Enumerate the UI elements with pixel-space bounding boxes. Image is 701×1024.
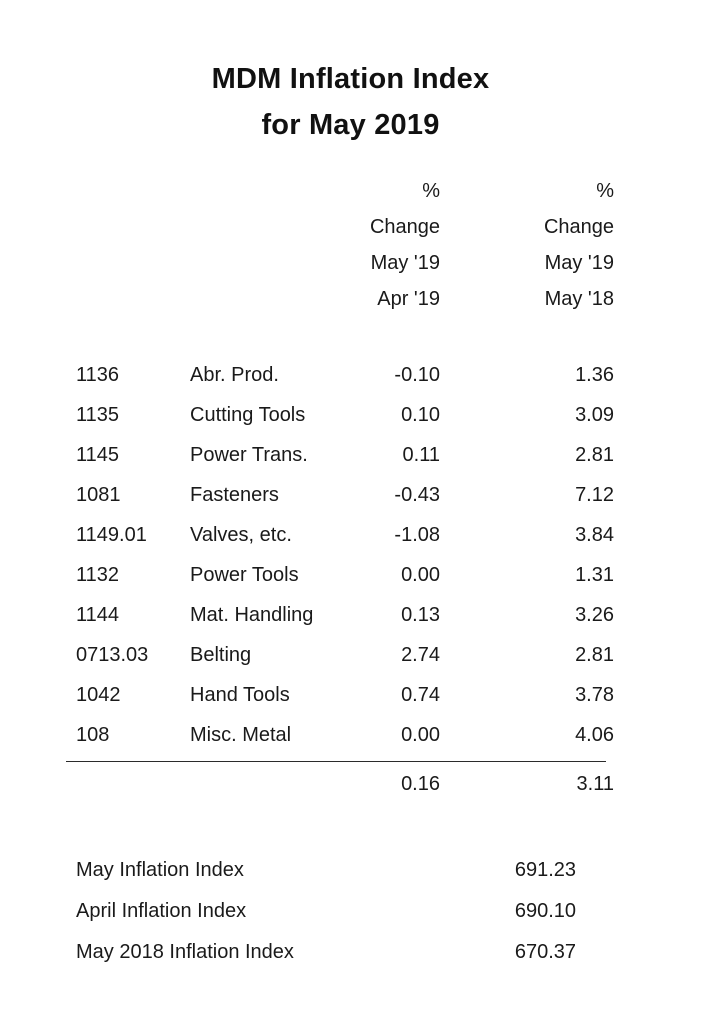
header-spacer-name bbox=[118, 281, 318, 317]
summary-label: May 2018 Inflation Index bbox=[76, 941, 294, 963]
index-summary bbox=[0, 850, 701, 973]
row-category: Hand Tools bbox=[190, 684, 290, 706]
row-change-yoy: 3.84 bbox=[575, 524, 614, 546]
header-gap-2 bbox=[440, 209, 492, 245]
row-code: 1144 bbox=[76, 604, 120, 626]
summary-row bbox=[76, 932, 701, 973]
row-change-yoy: 2.81 bbox=[575, 644, 614, 666]
header-spacer-code bbox=[0, 173, 118, 209]
row-code: 1132 bbox=[76, 564, 120, 586]
header-col2-line2: Change bbox=[543, 216, 614, 238]
page-title bbox=[0, 0, 701, 147]
totals-spacer-name bbox=[118, 770, 318, 790]
row-change-yoy: 3.26 bbox=[575, 604, 614, 626]
row-category: Power Trans. bbox=[190, 444, 308, 466]
row-change-mom: 0.13 bbox=[401, 604, 440, 626]
totals-spacer-code bbox=[0, 770, 118, 790]
summary-value: 690.10 bbox=[514, 900, 576, 922]
row-change-yoy: 3.78 bbox=[575, 684, 614, 706]
row-change-mom: -1.08 bbox=[394, 524, 440, 546]
summary-value: 691.23 bbox=[514, 859, 576, 881]
table-row bbox=[0, 635, 701, 675]
header-spacer-name bbox=[118, 245, 318, 281]
summary-value: 670.37 bbox=[514, 941, 576, 963]
table-divider bbox=[66, 761, 606, 762]
header-gap-3 bbox=[440, 245, 492, 281]
header-col2-line4: May '18 bbox=[544, 288, 614, 310]
header-row-3 bbox=[0, 245, 701, 281]
row-category: Belting bbox=[190, 644, 252, 666]
row-code: 1135 bbox=[76, 404, 120, 426]
row-change-mom: -0.43 bbox=[394, 484, 440, 506]
row-code: 1042 bbox=[76, 684, 121, 706]
row-code: 1149.01 bbox=[76, 524, 147, 546]
row-code: 1145 bbox=[76, 444, 120, 466]
row-category: Valves, etc. bbox=[190, 524, 292, 546]
row-category: Cutting Tools bbox=[190, 404, 306, 426]
summary-row bbox=[76, 891, 701, 932]
row-category: Power Tools bbox=[190, 564, 299, 586]
header-spacer-name bbox=[118, 209, 318, 245]
header-col1-line1: % bbox=[422, 180, 440, 202]
row-change-mom: 0.00 bbox=[401, 564, 440, 586]
header-col2-line3: May '19 bbox=[544, 252, 614, 274]
table-row bbox=[0, 675, 701, 715]
totals-change-mom: 0.16 bbox=[401, 773, 440, 795]
row-code: 1081 bbox=[76, 484, 121, 506]
column-headers bbox=[0, 173, 701, 317]
table-row bbox=[0, 475, 701, 515]
table-row bbox=[0, 435, 701, 475]
header-gap-1 bbox=[440, 173, 492, 209]
summary-label: April Inflation Index bbox=[76, 900, 247, 922]
row-category: Misc. Metal bbox=[190, 724, 292, 746]
title-line-1: MDM Inflation Index bbox=[211, 63, 490, 95]
row-code: 1136 bbox=[76, 364, 120, 386]
header-row-2 bbox=[0, 209, 701, 245]
header-col1-line2: Change bbox=[369, 216, 440, 238]
table-row bbox=[0, 515, 701, 555]
table-row bbox=[0, 355, 701, 395]
row-change-yoy: 1.31 bbox=[575, 564, 614, 586]
row-category: Mat. Handling bbox=[190, 604, 314, 626]
row-change-yoy: 4.06 bbox=[575, 724, 614, 746]
row-change-mom: -0.10 bbox=[394, 364, 440, 386]
table-row bbox=[0, 595, 701, 635]
row-change-yoy: 3.09 bbox=[575, 404, 614, 426]
header-gap-4 bbox=[440, 281, 492, 317]
header-spacer-code bbox=[0, 281, 118, 317]
table-row bbox=[0, 395, 701, 435]
header-spacer-code bbox=[0, 209, 118, 245]
summary-row bbox=[76, 850, 701, 891]
row-change-mom: 0.10 bbox=[401, 404, 440, 426]
row-change-mom: 0.74 bbox=[401, 684, 440, 706]
row-category: Abr. Prod. bbox=[190, 364, 279, 386]
header-row-4 bbox=[0, 281, 701, 317]
row-change-mom: 0.11 bbox=[402, 444, 440, 466]
title-line-2: for May 2019 bbox=[261, 108, 440, 141]
header-col1-line4: Apr '19 bbox=[377, 288, 440, 310]
row-category: Fasteners bbox=[190, 484, 279, 506]
totals-change-yoy: 3.11 bbox=[576, 773, 614, 795]
table-row bbox=[0, 715, 701, 755]
header-col2-line1: % bbox=[596, 180, 614, 202]
header-col1-line3: May '19 bbox=[370, 252, 440, 274]
row-change-yoy: 7.12 bbox=[575, 484, 614, 506]
header-spacer-name bbox=[118, 173, 318, 209]
inflation-table bbox=[0, 355, 701, 804]
row-change-yoy: 2.81 bbox=[575, 444, 614, 466]
header-row-1 bbox=[0, 173, 701, 209]
header-spacer-code bbox=[0, 245, 118, 281]
row-code: 108 bbox=[76, 724, 110, 746]
row-change-mom: 0.00 bbox=[401, 724, 440, 746]
row-code: 0713.03 bbox=[76, 644, 149, 666]
row-change-yoy: 1.36 bbox=[575, 364, 614, 386]
summary-label: May Inflation Index bbox=[76, 859, 244, 881]
row-change-mom: 2.74 bbox=[401, 644, 440, 666]
totals-row bbox=[0, 764, 701, 804]
table-row bbox=[0, 555, 701, 595]
